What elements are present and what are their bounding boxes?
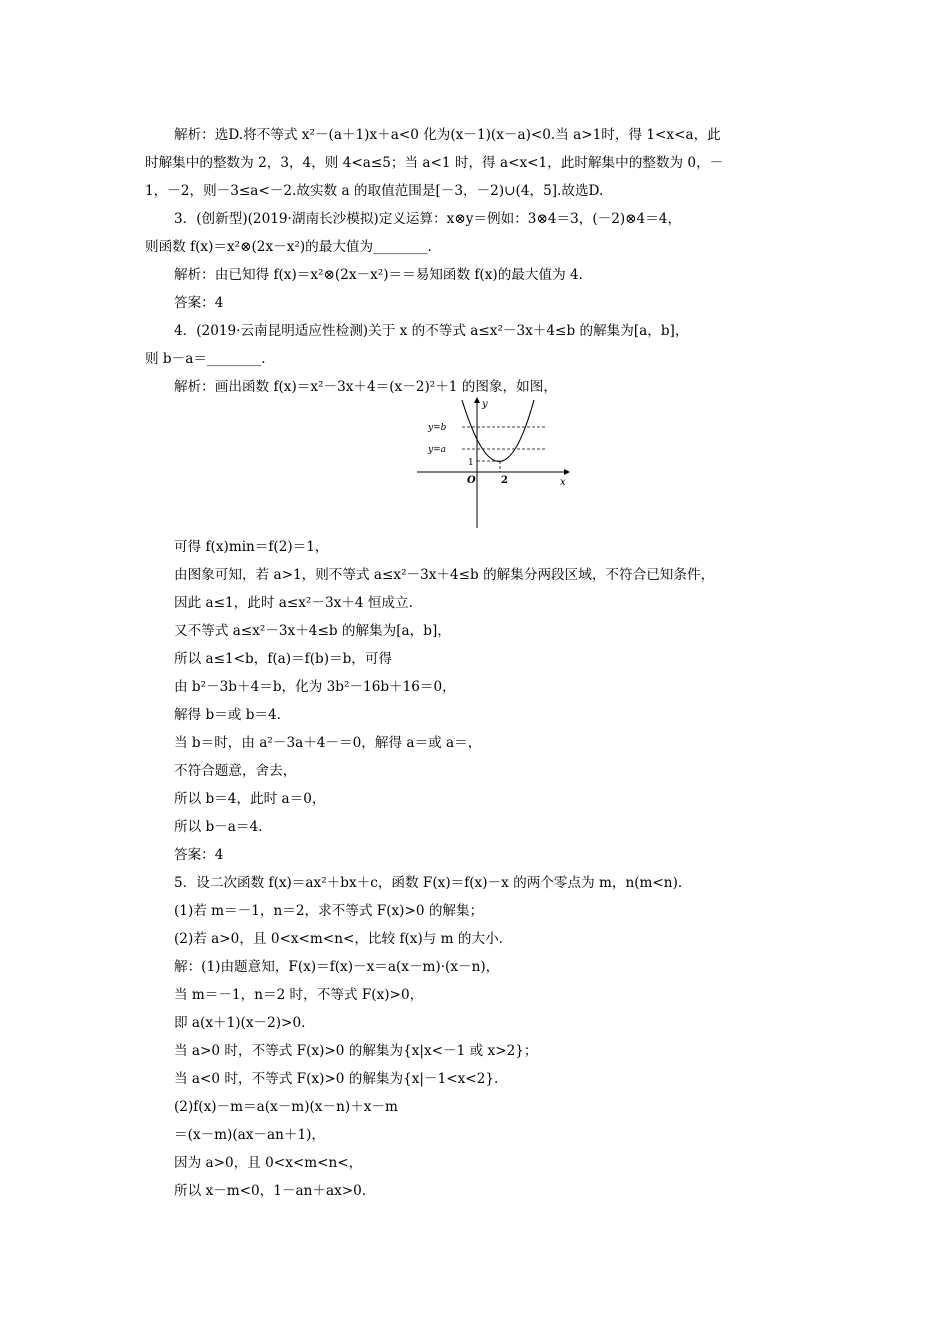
y-axis-label: y	[482, 399, 488, 410]
text-line: 解析：选D.将不等式 x²－(a＋1)x＋a<0 化为(x－1)(x－a)<0.当 a>1时，得 1<x<a，此	[174, 127, 721, 143]
text-line: 当 a>0 时，不等式 F(x)>0 的解集为{x|x<－1 或 x>2}；	[174, 1043, 538, 1059]
text-line: (2)若 a>0，且 0<x<m<n<，比较 f(x)与 m 的大小.	[174, 931, 503, 947]
text-line: 即 a(x＋1)(x－2)>0.	[174, 1015, 306, 1031]
text-line: (2)f(x)－m＝a(x－m)(x－n)＋x－m	[174, 1099, 398, 1115]
text-line: 5．设二次函数 f(x)＝ax²＋bx＋c，函数 F(x)＝f(x)－x 的两个零点为 m，n(m<n).	[174, 875, 683, 891]
text-line: 所以 a≤1<b，f(a)＝f(b)＝b，可得	[174, 651, 393, 667]
text-line: 由图象可知，若 a>1，则不等式 a≤x²－3x＋4≤b 的解集分两段区域，不符合已知条件，	[174, 567, 715, 583]
tick-x-2: 2	[501, 475, 508, 486]
label-y-b: y=b	[428, 423, 447, 433]
origin-label: O	[467, 475, 476, 486]
text-line: 解：(1)由题意知，F(x)＝f(x)－x＝a(x－m)·(x－n)，	[174, 959, 500, 975]
text-line: ＝(x－m)(ax－an＋1)，	[174, 1127, 326, 1143]
x-axis-label: x	[560, 477, 566, 488]
text-line: 所以 b－a＝4.	[174, 819, 263, 835]
text-line: 解析：画出函数 f(x)＝x²－3x＋4＝(x－2)²＋1 的图象，如图，	[174, 379, 557, 395]
text-line: (1)若 m＝－1，n＝2，求不等式 F(x)>0 的解集；	[174, 903, 484, 919]
label-y-a: y=a	[428, 445, 446, 455]
text-line: 不符合题意，舍去，	[174, 763, 297, 779]
text-line: 因为 a>0，且 0<x<m<n<，	[174, 1155, 363, 1171]
text-line: 答案：4	[174, 847, 224, 863]
text-line: 所以 b＝4，此时 a＝0，	[174, 791, 326, 807]
text-line: 则 b－a＝________.	[145, 351, 266, 367]
text-line: 则函数 f(x)＝x²⊗(2x－x²)的最大值为________.	[145, 239, 432, 255]
text-line: 1，－2，则－3≤a<－2.故实数 a 的取值范围是[－3，－2)∪(4，5].故选D.	[145, 183, 604, 199]
text-line: 解析：由已知得 f(x)＝x²⊗(2x－x²)＝＝易知函数 f(x)的最大值为 4.	[174, 267, 583, 283]
text-line: 当 a<0 时，不等式 F(x)>0 的解集为{x|－1<x<2}.	[174, 1071, 499, 1087]
tick-y-1: 1	[468, 458, 474, 468]
text-line: 当 b＝时，由 a²－3a＋4－＝0，解得 a＝或 a＝，	[174, 735, 482, 751]
text-line: 由 b²－3b＋4＝b，化为 3b²－16b＋16＝0，	[174, 679, 456, 695]
text-line: 可得 f(x)min＝f(2)＝1，	[174, 539, 329, 555]
text-line: 答案：4	[174, 295, 224, 311]
text-line: 所以 x－m<0，1－an＋ax>0.	[174, 1183, 367, 1199]
text-line: 3．(创新型)(2019·湖南长沙模拟)定义运算：x⊗y＝例如：3⊗4＝3，(－2)⊗4＝4，	[174, 211, 682, 227]
text-line: 又不等式 a≤x²－3x＋4≤b 的解集为[a，b]，	[174, 623, 451, 639]
text-line: 因此 a≤1，此时 a≤x²－3x＋4 恒成立.	[174, 595, 413, 611]
parabola-figure	[412, 395, 572, 530]
text-line: 当 m＝－1，n＝2 时，不等式 F(x)>0，	[174, 987, 424, 1003]
text-line: 时解集中的整数为 2，3，4，则 4<a≤5；当 a<1 时，得 a<x<1，此时解集中的整数为 0，－	[145, 155, 724, 171]
text-line: 4．(2019·云南昆明适应性检测)关于 x 的不等式 a≤x²－3x＋4≤b 的解集为[a，b]，	[174, 323, 689, 339]
text-line: 解得 b＝或 b＝4.	[174, 707, 281, 723]
